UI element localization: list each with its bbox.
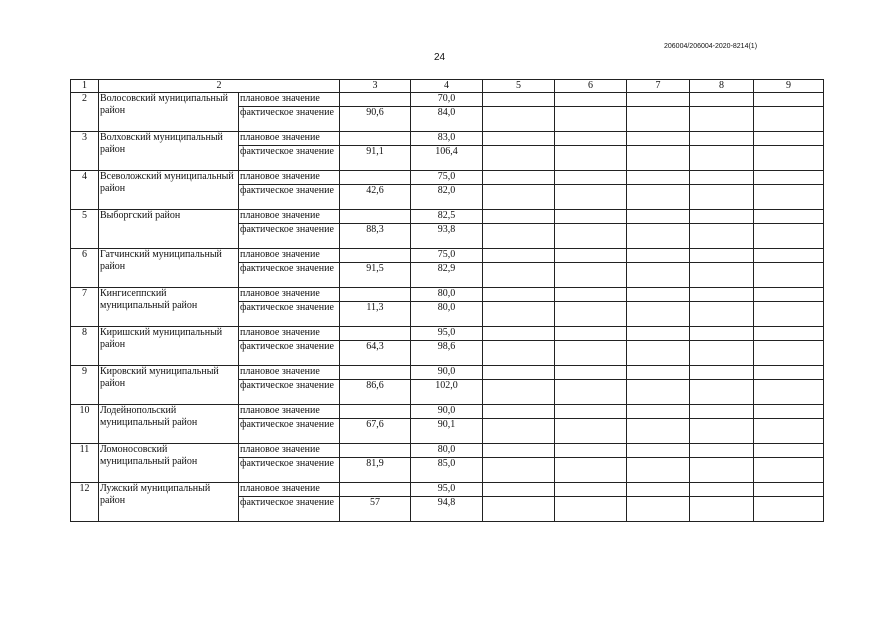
plan-label: плановое значение <box>239 288 340 302</box>
col6-cell <box>555 263 627 288</box>
col7-cell <box>627 171 690 185</box>
col4-fact-value: 90,1 <box>411 419 483 444</box>
col3-plan-value <box>340 210 411 224</box>
col3-plan-value <box>340 366 411 380</box>
col9-cell <box>754 366 824 380</box>
col9-cell <box>754 327 824 341</box>
fact-label: фактическое значение <box>239 458 340 483</box>
district-name: Выборгский район <box>99 210 239 249</box>
col8-cell <box>690 249 754 263</box>
col5-cell <box>483 249 555 263</box>
col4-plan-value: 83,0 <box>411 132 483 146</box>
district-name: Киришский муниципальный район <box>99 327 239 366</box>
district-name: Всеволожский муниципальный район <box>99 171 239 210</box>
plan-label: плановое значение <box>239 249 340 263</box>
col6-cell <box>555 458 627 483</box>
col6-cell <box>555 171 627 185</box>
col3-fact-value: 57 <box>340 497 411 522</box>
col6-cell <box>555 444 627 458</box>
col3-fact-value: 42,6 <box>340 185 411 210</box>
col7-cell <box>627 405 690 419</box>
col4-plan-value: 80,0 <box>411 444 483 458</box>
col4-fact-value: 80,0 <box>411 302 483 327</box>
col5-cell <box>483 458 555 483</box>
plan-label: плановое значение <box>239 327 340 341</box>
col3-plan-value <box>340 93 411 107</box>
col9-cell <box>754 483 824 497</box>
district-name: Волховский муниципальный район <box>99 132 239 171</box>
col3-fact-value: 64,3 <box>340 341 411 366</box>
row-number: 8 <box>71 327 99 366</box>
fact-label: фактическое значение <box>239 497 340 522</box>
col7-cell <box>627 366 690 380</box>
col3-fact-value: 81,9 <box>340 458 411 483</box>
document-id: 206004/206004-2020-8214(1) <box>664 43 758 50</box>
col3-plan-value <box>340 444 411 458</box>
col8-cell <box>690 341 754 366</box>
col8-cell <box>690 210 754 224</box>
col3-fact-value: 67,6 <box>340 419 411 444</box>
column-header-9: 9 <box>754 80 824 93</box>
col4-plan-value: 95,0 <box>411 327 483 341</box>
col8-cell <box>690 224 754 249</box>
col8-cell <box>690 302 754 327</box>
col4-plan-value: 95,0 <box>411 483 483 497</box>
col5-cell <box>483 444 555 458</box>
col4-fact-value: 85,0 <box>411 458 483 483</box>
row-number: 5 <box>71 210 99 249</box>
col4-plan-value: 90,0 <box>411 366 483 380</box>
table-row <box>71 444 824 458</box>
col6-cell <box>555 327 627 341</box>
col5-cell <box>483 341 555 366</box>
col4-fact-value: 93,8 <box>411 224 483 249</box>
district-name: Кировский муниципальный район <box>99 366 239 405</box>
plan-label: плановое значение <box>239 444 340 458</box>
col6-cell <box>555 107 627 132</box>
col8-cell <box>690 405 754 419</box>
plan-label: плановое значение <box>239 93 340 107</box>
col7-cell <box>627 107 690 132</box>
col8-cell <box>690 93 754 107</box>
row-number: 2 <box>71 93 99 132</box>
col8-cell <box>690 366 754 380</box>
col7-cell <box>627 444 690 458</box>
col3-fact-value: 11,3 <box>340 302 411 327</box>
col9-cell <box>754 497 824 522</box>
col3-fact-value: 90,6 <box>340 107 411 132</box>
col9-cell <box>754 380 824 405</box>
district-name: Волосовский муниципальный район <box>99 93 239 132</box>
col6-cell <box>555 380 627 405</box>
col5-cell <box>483 224 555 249</box>
col4-fact-value: 98,6 <box>411 341 483 366</box>
col6-cell <box>555 483 627 497</box>
col6-cell <box>555 288 627 302</box>
col7-cell <box>627 249 690 263</box>
row-number: 9 <box>71 366 99 405</box>
table-row <box>71 93 824 107</box>
col4-plan-value: 80,0 <box>411 288 483 302</box>
fact-label: фактическое значение <box>239 302 340 327</box>
col8-cell <box>690 444 754 458</box>
column-header-4: 4 <box>411 80 483 93</box>
col7-cell <box>627 263 690 288</box>
col9-cell <box>754 224 824 249</box>
col9-cell <box>754 263 824 288</box>
district-name: Гатчинский муниципальный район <box>99 249 239 288</box>
district-name: Кингисеппский муниципальный район <box>99 288 239 327</box>
col6-cell <box>555 302 627 327</box>
col3-plan-value <box>340 132 411 146</box>
col5-cell <box>483 302 555 327</box>
col5-cell <box>483 210 555 224</box>
col3-plan-value <box>340 288 411 302</box>
table-row <box>71 366 824 380</box>
col9-cell <box>754 405 824 419</box>
col8-cell <box>690 288 754 302</box>
col5-cell <box>483 366 555 380</box>
col3-plan-value <box>340 483 411 497</box>
indicator-table <box>70 79 824 522</box>
col6-cell <box>555 405 627 419</box>
col8-cell <box>690 185 754 210</box>
col3-fact-value: 88,3 <box>340 224 411 249</box>
col7-cell <box>627 341 690 366</box>
col7-cell <box>627 483 690 497</box>
fact-label: фактическое значение <box>239 263 340 288</box>
plan-label: плановое значение <box>239 210 340 224</box>
col9-cell <box>754 185 824 210</box>
col8-cell <box>690 419 754 444</box>
col4-fact-value: 82,0 <box>411 185 483 210</box>
plan-label: плановое значение <box>239 366 340 380</box>
col3-fact-value: 86,6 <box>340 380 411 405</box>
col5-cell <box>483 405 555 419</box>
col5-cell <box>483 93 555 107</box>
row-number: 4 <box>71 171 99 210</box>
col7-cell <box>627 224 690 249</box>
col3-plan-value <box>340 171 411 185</box>
col4-plan-value: 75,0 <box>411 171 483 185</box>
col6-cell <box>555 249 627 263</box>
col7-cell <box>627 419 690 444</box>
col3-plan-value <box>340 327 411 341</box>
col4-fact-value: 82,9 <box>411 263 483 288</box>
col7-cell <box>627 458 690 483</box>
table-row <box>71 249 824 263</box>
district-name: Лодейнопольский муниципальный район <box>99 405 239 444</box>
col7-cell <box>627 93 690 107</box>
header-row <box>71 80 824 93</box>
col8-cell <box>690 107 754 132</box>
column-header-8: 8 <box>690 80 754 93</box>
row-number: 12 <box>71 483 99 522</box>
column-header-5: 5 <box>483 80 555 93</box>
col6-cell <box>555 210 627 224</box>
col3-plan-value <box>340 249 411 263</box>
col9-cell <box>754 146 824 171</box>
plan-label: плановое значение <box>239 405 340 419</box>
table-row <box>71 288 824 302</box>
col5-cell <box>483 146 555 171</box>
row-number: 10 <box>71 405 99 444</box>
fact-label: фактическое значение <box>239 224 340 249</box>
col5-cell <box>483 419 555 444</box>
col7-cell <box>627 288 690 302</box>
col6-cell <box>555 224 627 249</box>
col8-cell <box>690 497 754 522</box>
col8-cell <box>690 458 754 483</box>
fact-label: фактическое значение <box>239 419 340 444</box>
row-number: 7 <box>71 288 99 327</box>
district-name: Ломоносовский муниципальный район <box>99 444 239 483</box>
plan-label: плановое значение <box>239 483 340 497</box>
col9-cell <box>754 419 824 444</box>
col5-cell <box>483 263 555 288</box>
district-name: Лужский муниципальный район <box>99 483 239 522</box>
col9-cell <box>754 132 824 146</box>
table-row <box>71 327 824 341</box>
col3-fact-value: 91,5 <box>340 263 411 288</box>
col4-plan-value: 90,0 <box>411 405 483 419</box>
column-header-2: 2 <box>99 80 340 93</box>
col9-cell <box>754 341 824 366</box>
col3-fact-value: 91,1 <box>340 146 411 171</box>
table-row <box>71 483 824 497</box>
col8-cell <box>690 380 754 405</box>
col6-cell <box>555 185 627 210</box>
col5-cell <box>483 288 555 302</box>
col7-cell <box>627 185 690 210</box>
col6-cell <box>555 419 627 444</box>
column-header-3: 3 <box>340 80 411 93</box>
table-row <box>71 132 824 146</box>
col7-cell <box>627 210 690 224</box>
col9-cell <box>754 288 824 302</box>
col4-fact-value: 94,8 <box>411 497 483 522</box>
fact-label: фактическое значение <box>239 380 340 405</box>
col5-cell <box>483 107 555 132</box>
column-header-6: 6 <box>555 80 627 93</box>
col6-cell <box>555 146 627 171</box>
col6-cell <box>555 132 627 146</box>
col4-plan-value: 70,0 <box>411 93 483 107</box>
col7-cell <box>627 302 690 327</box>
col4-fact-value: 102,0 <box>411 380 483 405</box>
col5-cell <box>483 171 555 185</box>
col5-cell <box>483 483 555 497</box>
table-row <box>71 171 824 185</box>
col7-cell <box>627 146 690 171</box>
col9-cell <box>754 444 824 458</box>
col7-cell <box>627 327 690 341</box>
col8-cell <box>690 327 754 341</box>
col6-cell <box>555 497 627 522</box>
col8-cell <box>690 483 754 497</box>
col6-cell <box>555 341 627 366</box>
fact-label: фактическое значение <box>239 107 340 132</box>
table-row <box>71 405 824 419</box>
col8-cell <box>690 132 754 146</box>
col4-fact-value: 84,0 <box>411 107 483 132</box>
col9-cell <box>754 210 824 224</box>
col5-cell <box>483 497 555 522</box>
plan-label: плановое значение <box>239 132 340 146</box>
col9-cell <box>754 249 824 263</box>
col5-cell <box>483 380 555 405</box>
col9-cell <box>754 171 824 185</box>
col9-cell <box>754 458 824 483</box>
row-number: 3 <box>71 132 99 171</box>
col5-cell <box>483 327 555 341</box>
fact-label: фактическое значение <box>239 146 340 171</box>
col4-plan-value: 82,5 <box>411 210 483 224</box>
row-number: 11 <box>71 444 99 483</box>
plan-label: плановое значение <box>239 171 340 185</box>
col5-cell <box>483 132 555 146</box>
column-header-7: 7 <box>627 80 690 93</box>
col9-cell <box>754 93 824 107</box>
row-number: 6 <box>71 249 99 288</box>
col7-cell <box>627 380 690 405</box>
page-number: 24 <box>434 52 446 63</box>
col7-cell <box>627 132 690 146</box>
col7-cell <box>627 497 690 522</box>
col9-cell <box>754 107 824 132</box>
table-row <box>71 210 824 224</box>
fact-label: фактическое значение <box>239 341 340 366</box>
col8-cell <box>690 146 754 171</box>
col3-plan-value <box>340 405 411 419</box>
col8-cell <box>690 171 754 185</box>
col6-cell <box>555 93 627 107</box>
col6-cell <box>555 366 627 380</box>
col8-cell <box>690 263 754 288</box>
column-header-1: 1 <box>71 80 99 93</box>
col9-cell <box>754 302 824 327</box>
fact-label: фактическое значение <box>239 185 340 210</box>
col4-plan-value: 75,0 <box>411 249 483 263</box>
col5-cell <box>483 185 555 210</box>
col4-fact-value: 106,4 <box>411 146 483 171</box>
